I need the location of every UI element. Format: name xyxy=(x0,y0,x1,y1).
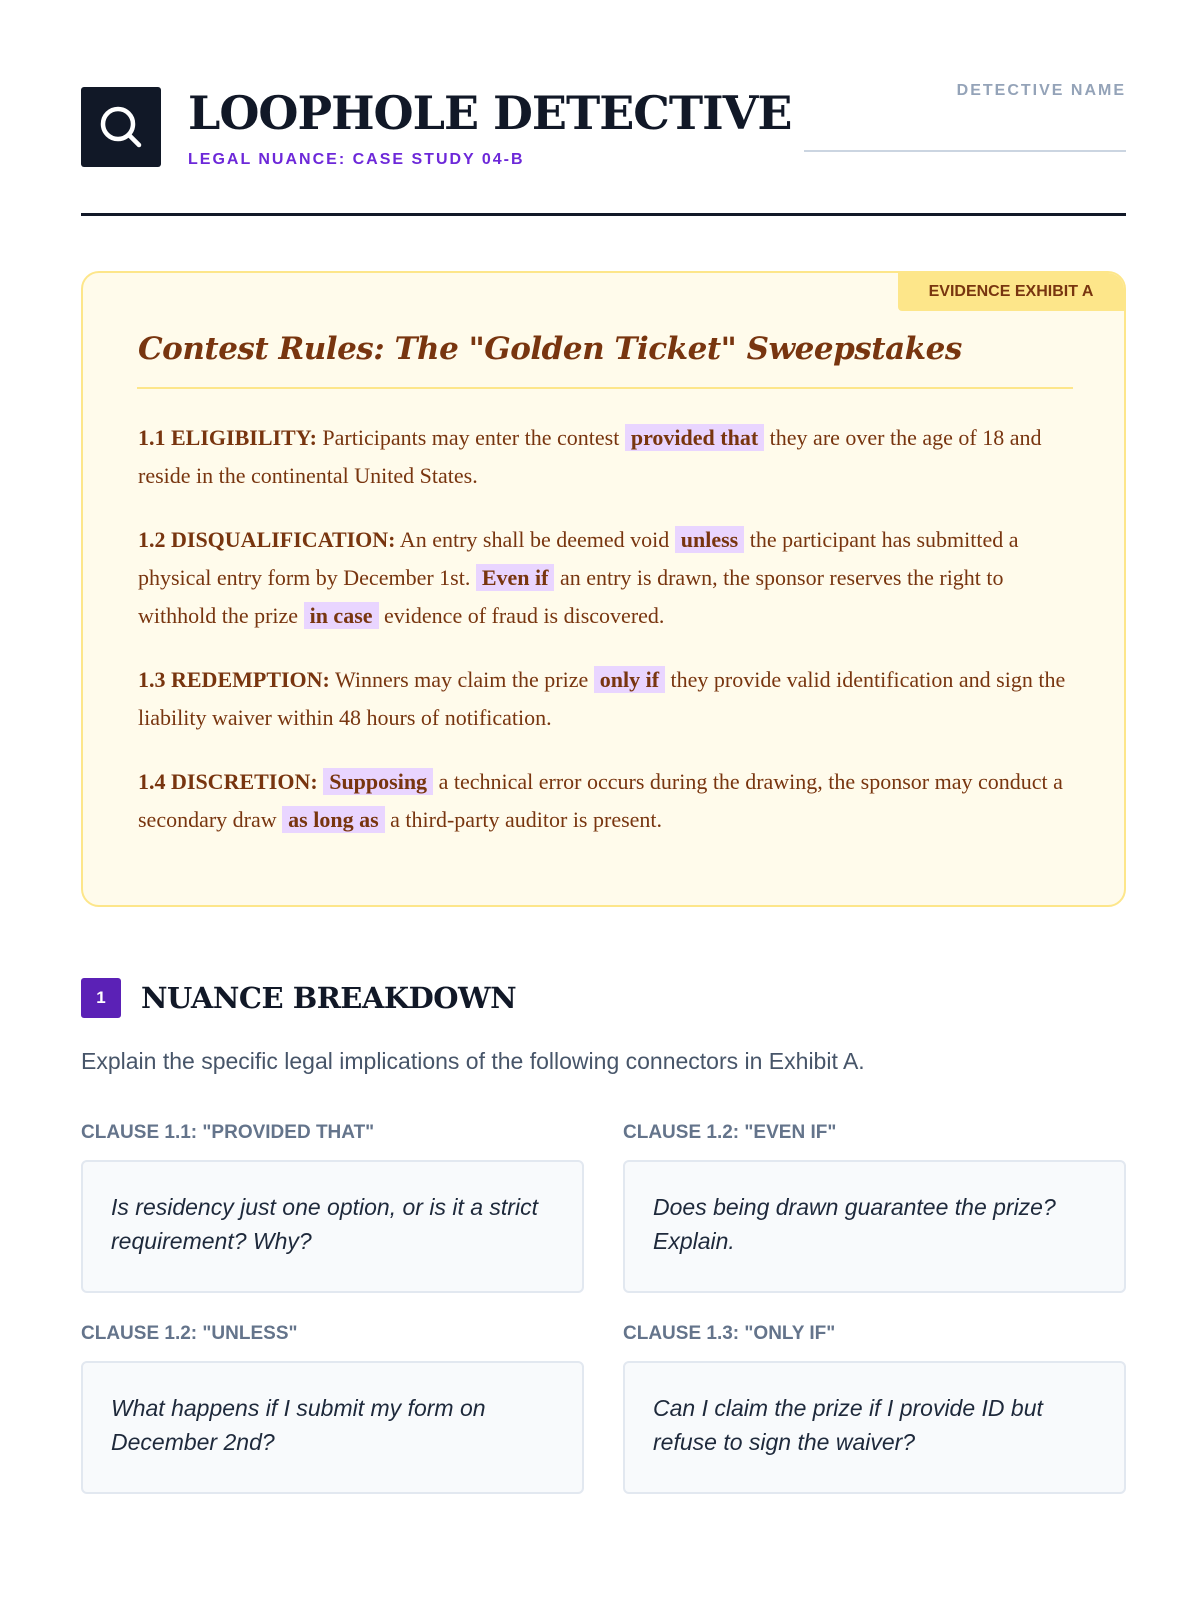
header-divider xyxy=(81,213,1126,216)
answer-box-only-if[interactable] xyxy=(623,1361,1126,1494)
question-prompt: Is residency just one option, or is it a strict requirement? Why? xyxy=(111,1194,538,1254)
rule-text: they provide valid identification and sign the liability waiver within 48 hours of notification. xyxy=(138,667,1066,730)
question-label: CLAUSE 1.2: "UNLESS" xyxy=(81,1323,298,1344)
connector-highlight: provided that xyxy=(625,424,764,451)
question-prompt: Does being drawn guarantee the prize? Explain. xyxy=(653,1194,1056,1254)
exhibit-tag: EVIDENCE EXHIBIT A xyxy=(898,273,1124,311)
section-title: NUANCE BREAKDOWN xyxy=(141,981,517,1015)
connector-highlight: in case xyxy=(304,602,379,629)
section-number-badge: 1 xyxy=(81,978,121,1018)
question-label: CLAUSE 1.3: "ONLY IF" xyxy=(623,1323,836,1344)
evidence-exhibit xyxy=(81,271,1126,907)
rule-disqualification xyxy=(138,521,1068,635)
rule-text: they are over the age of 18 and reside in the continental United States. xyxy=(138,425,1042,488)
rule-redemption xyxy=(138,661,1068,737)
page-subtitle: LEGAL NUANCE: CASE STUDY 04-B xyxy=(188,151,525,168)
connector-highlight: only if xyxy=(594,666,665,693)
rule-discretion xyxy=(138,763,1068,839)
rule-text: a third-party auditor is present. xyxy=(384,807,663,832)
rule-text: the participant has submitted a physical entry form by December 1st. xyxy=(138,527,1019,590)
detective-name-label: DETECTIVE NAME xyxy=(956,82,1126,99)
rule-heading: 1.4 DISCRETION: xyxy=(138,769,318,794)
rule-text: An entry shall be deemed void xyxy=(395,527,675,552)
rule-text: Participants may enter the contest xyxy=(316,425,625,450)
logo xyxy=(81,87,161,167)
question-label: CLAUSE 1.1: "PROVIDED THAT" xyxy=(81,1122,375,1143)
rule-eligibility xyxy=(138,419,1068,495)
answer-box-even-if[interactable] xyxy=(623,1160,1126,1293)
connector-highlight: unless xyxy=(675,526,744,553)
connector-highlight: Even if xyxy=(476,564,555,591)
answer-box-provided-that[interactable] xyxy=(81,1160,584,1293)
page-title: LOOPHOLE DETECTIVE xyxy=(188,86,792,140)
detective-name-field[interactable] xyxy=(804,150,1126,152)
connector-highlight: Supposing xyxy=(323,768,433,795)
section-description: Explain the specific legal implications of the following connectors in Exhibit A. xyxy=(81,1048,865,1074)
contest-rules xyxy=(138,419,1068,865)
answer-box-unless[interactable] xyxy=(81,1361,584,1494)
rule-text: Winners may claim the prize xyxy=(329,667,594,692)
rule-heading: 1.3 REDEMPTION: xyxy=(138,667,330,692)
connector-highlight: as long as xyxy=(282,806,384,833)
search-icon xyxy=(97,103,145,151)
exhibit-divider xyxy=(137,387,1073,389)
question-prompt: What happens if I submit my form on December 2nd? xyxy=(111,1395,486,1455)
rule-text: a technical error occurs during the drawing, the sponsor may conduct a secondary draw xyxy=(138,769,1063,832)
header xyxy=(81,82,1126,172)
rule-text: an entry is drawn, the sponsor reserves the right to withhold the prize xyxy=(138,565,1004,628)
rule-heading: 1.2 DISQUALIFICATION: xyxy=(138,527,396,552)
question-prompt: Can I claim the prize if I provide ID but refuse to sign the waiver? xyxy=(653,1395,1043,1455)
exhibit-title: Contest Rules: The "Golden Ticket" Sweepstakes xyxy=(138,331,962,367)
rule-text: evidence of fraud is discovered. xyxy=(378,603,665,628)
rule-heading: 1.1 ELIGIBILITY: xyxy=(138,425,317,450)
question-label: CLAUSE 1.2: "EVEN IF" xyxy=(623,1122,837,1143)
